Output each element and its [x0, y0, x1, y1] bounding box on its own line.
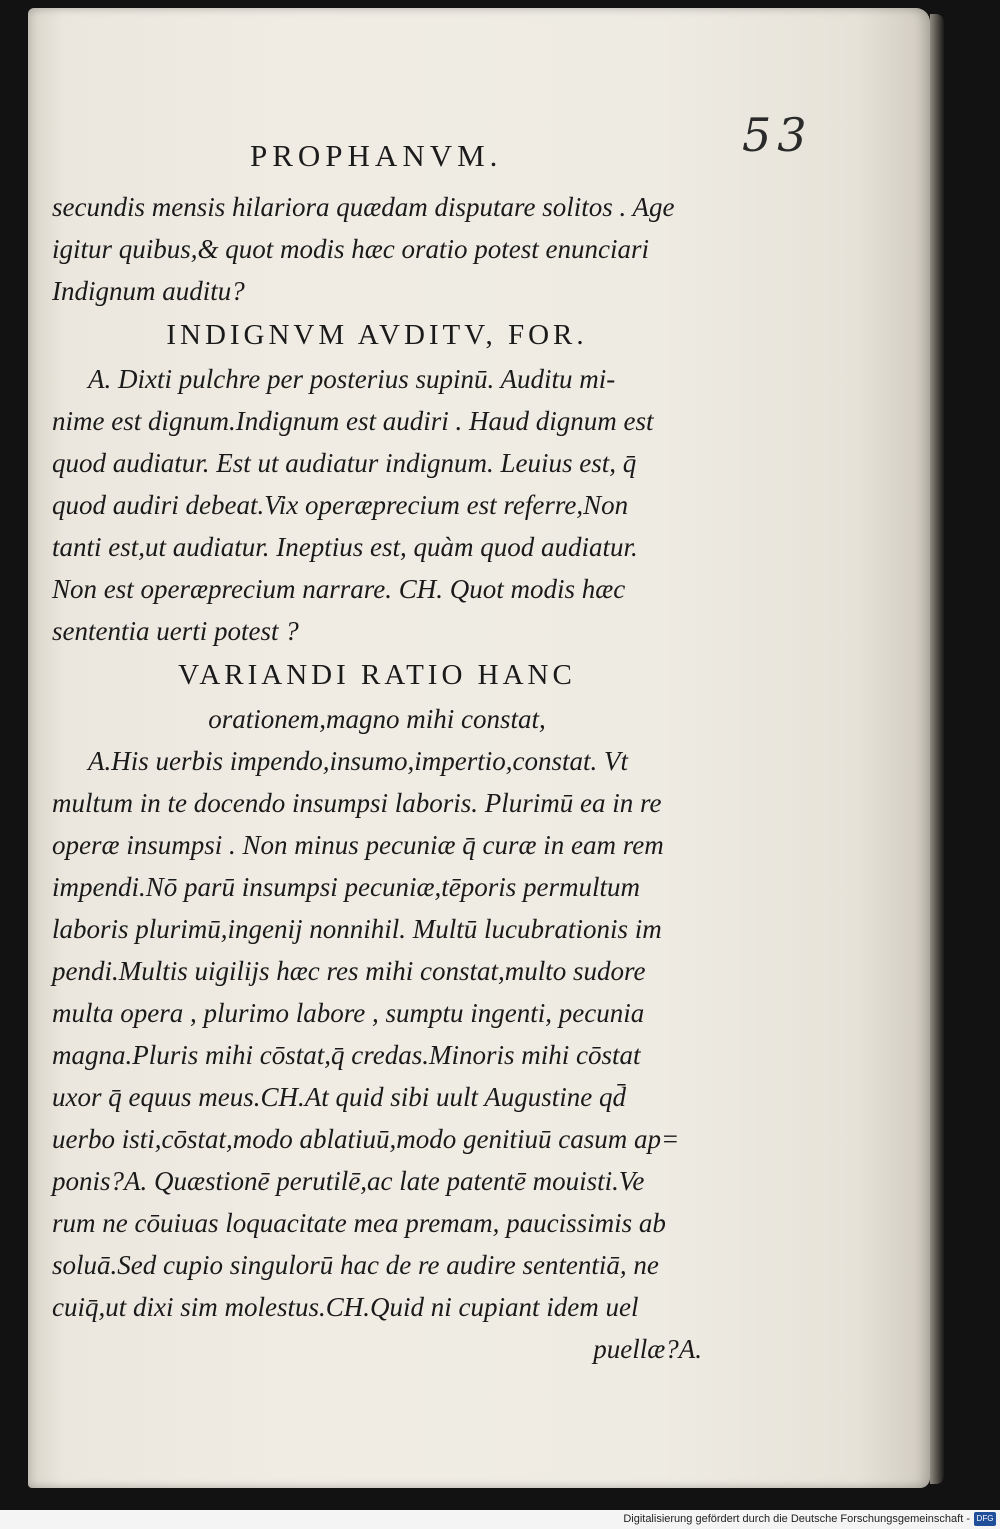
text-line: operæ insumpsi . Non minus pecuniæ q̄ curæ in eam rem: [52, 830, 664, 860]
section-heading: INDIGNVM AVDITV, FOR.: [166, 319, 588, 351]
text-line: pendi.Multis uigilijs hæc res mihi constat,multo sudore: [52, 956, 646, 986]
text-line: tanti est,ut audiatur. Ineptius est, quàm quod audiatur.: [52, 532, 638, 562]
text-line: sententia uerti potest ?: [52, 616, 299, 646]
text-line: uxor q̄ equus meus.CH.At quid sibi uult Augustine qd̄: [52, 1082, 626, 1112]
section-heading: VARIANDI RATIO HANC: [178, 659, 576, 691]
body-text: [52, 186, 702, 1370]
footer-credit: Digitalisierung gefördert durch die Deutsche Forschungsgemeinschaft -: [0, 1510, 1000, 1529]
text-line: Indignum auditu?: [52, 276, 245, 306]
text-line: multa opera , plurimo labore , sumptu ingenti, pecunia: [52, 998, 645, 1028]
text-line: cuiq̄,ut dixi sim molestus.CH.Quid ni cupiant idem uel: [52, 1292, 639, 1322]
text-line: quod audiatur. Est ut audiatur indignum. Leuius est, q̄: [52, 448, 637, 478]
text-line: Non est operæprecium narrare. CH. Quot modis hæc: [52, 574, 626, 604]
dfg-logo: DFG: [974, 1512, 996, 1526]
catchword-line: puellæ?A.: [593, 1334, 702, 1364]
text-line: A. Dixti pulchre per posterius supinū. Auditu mi-: [88, 364, 616, 394]
text-line: laboris plurimū,ingenij nonnihil. Multū lucubrationis im: [52, 914, 662, 944]
text-line: soluā.Sed cupio singulorū hac de re audire sententiā, ne: [52, 1250, 659, 1280]
text-line: nime est dignum.Indignum est audiri . Haud dignum est: [52, 406, 654, 436]
text-line: magna.Pluris mihi cōstat,q̄ credas.Minoris mihi cōstat: [52, 1040, 641, 1070]
text-line: uerbo isti,cōstat,modo ablatiuū,modo genitiuū casum ap=: [52, 1124, 680, 1154]
text-line: secundis mensis hilariora quædam disputare solitos . Age: [52, 192, 675, 222]
section-subheading: orationem,magno mihi constat,: [208, 704, 546, 734]
text-line: igitur quibus,& quot modis hæc oratio potest enunciari: [52, 234, 650, 264]
text-line: quod audiri debeat.Vix operæprecium est referre,Non: [52, 490, 629, 520]
text-line: rum ne cōuiuas loquacitate mea premam, paucissimis ab: [52, 1208, 666, 1238]
text-line: impendi.Nō parū insumpsi pecuniæ,tēporis permultum: [52, 872, 640, 902]
text-line: ponis?A. Quæstionē perutilē,ac late patentē mouisti.Ve: [52, 1166, 645, 1196]
page-number: 53: [742, 108, 813, 162]
text-line: A.His uerbis impendo,insumo,impertio,constat. Vt: [88, 746, 628, 776]
running-head: PROPHANVM.: [250, 138, 503, 173]
page-edge: [930, 14, 944, 1484]
text-line: multum in te docendo insumpsi laboris. Plurimū ea in re: [52, 788, 662, 818]
